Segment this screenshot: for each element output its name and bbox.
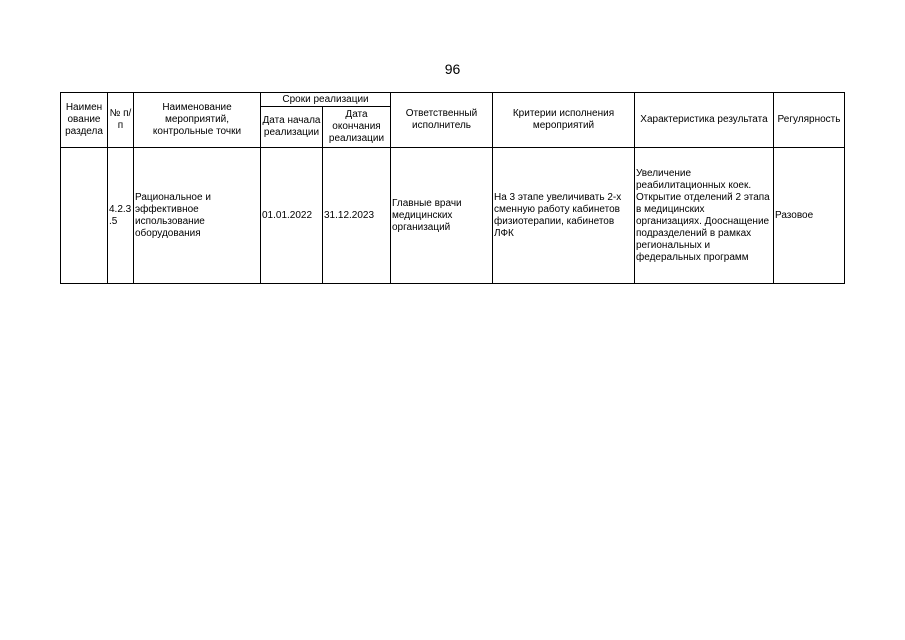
table-row — [61, 148, 845, 284]
cell-result: Увеличение реабилитационных коек. Открытие отделений 2 этапа в медицинских организациях. Дооснащение подразделений в рамках региональных и федеральных программ — [635, 148, 774, 284]
header-start-date: Дата начала реализации — [261, 107, 323, 148]
cell-number: 4.2.3 .5 — [108, 148, 134, 284]
cell-section-name — [61, 148, 108, 284]
header-number: № п/п — [108, 93, 134, 148]
events-table — [60, 92, 845, 284]
header-event-name: Наименование мероприятий, контрольные точки — [134, 93, 261, 148]
cell-start-date: 01.01.2022 — [261, 148, 323, 284]
page-number: 96 — [444, 61, 461, 77]
table-header-row — [61, 93, 845, 107]
header-responsible: Ответственный исполнитель — [391, 93, 493, 148]
header-result: Характеристика результата — [635, 93, 774, 148]
cell-responsible: Главные врачи медицинских организаций — [391, 148, 493, 284]
header-criteria: Критерии исполнения мероприятий — [493, 93, 635, 148]
header-end-date: Дата окончания реализации — [323, 107, 391, 148]
header-regularity: Регулярность — [774, 93, 845, 148]
cell-criteria: На 3 этапе увеличивать 2-х сменную работу кабинетов физиотерапии, кабинетов ЛФК — [493, 148, 635, 284]
cell-regularity: Разовое — [774, 148, 845, 284]
cell-end-date: 31.12.2023 — [323, 148, 391, 284]
cell-event-name: Рациональное и эффективное использование оборудования — [134, 148, 261, 284]
header-deadlines: Сроки реализации — [261, 93, 391, 107]
header-section-name: Наимен ование раздела — [61, 93, 108, 148]
